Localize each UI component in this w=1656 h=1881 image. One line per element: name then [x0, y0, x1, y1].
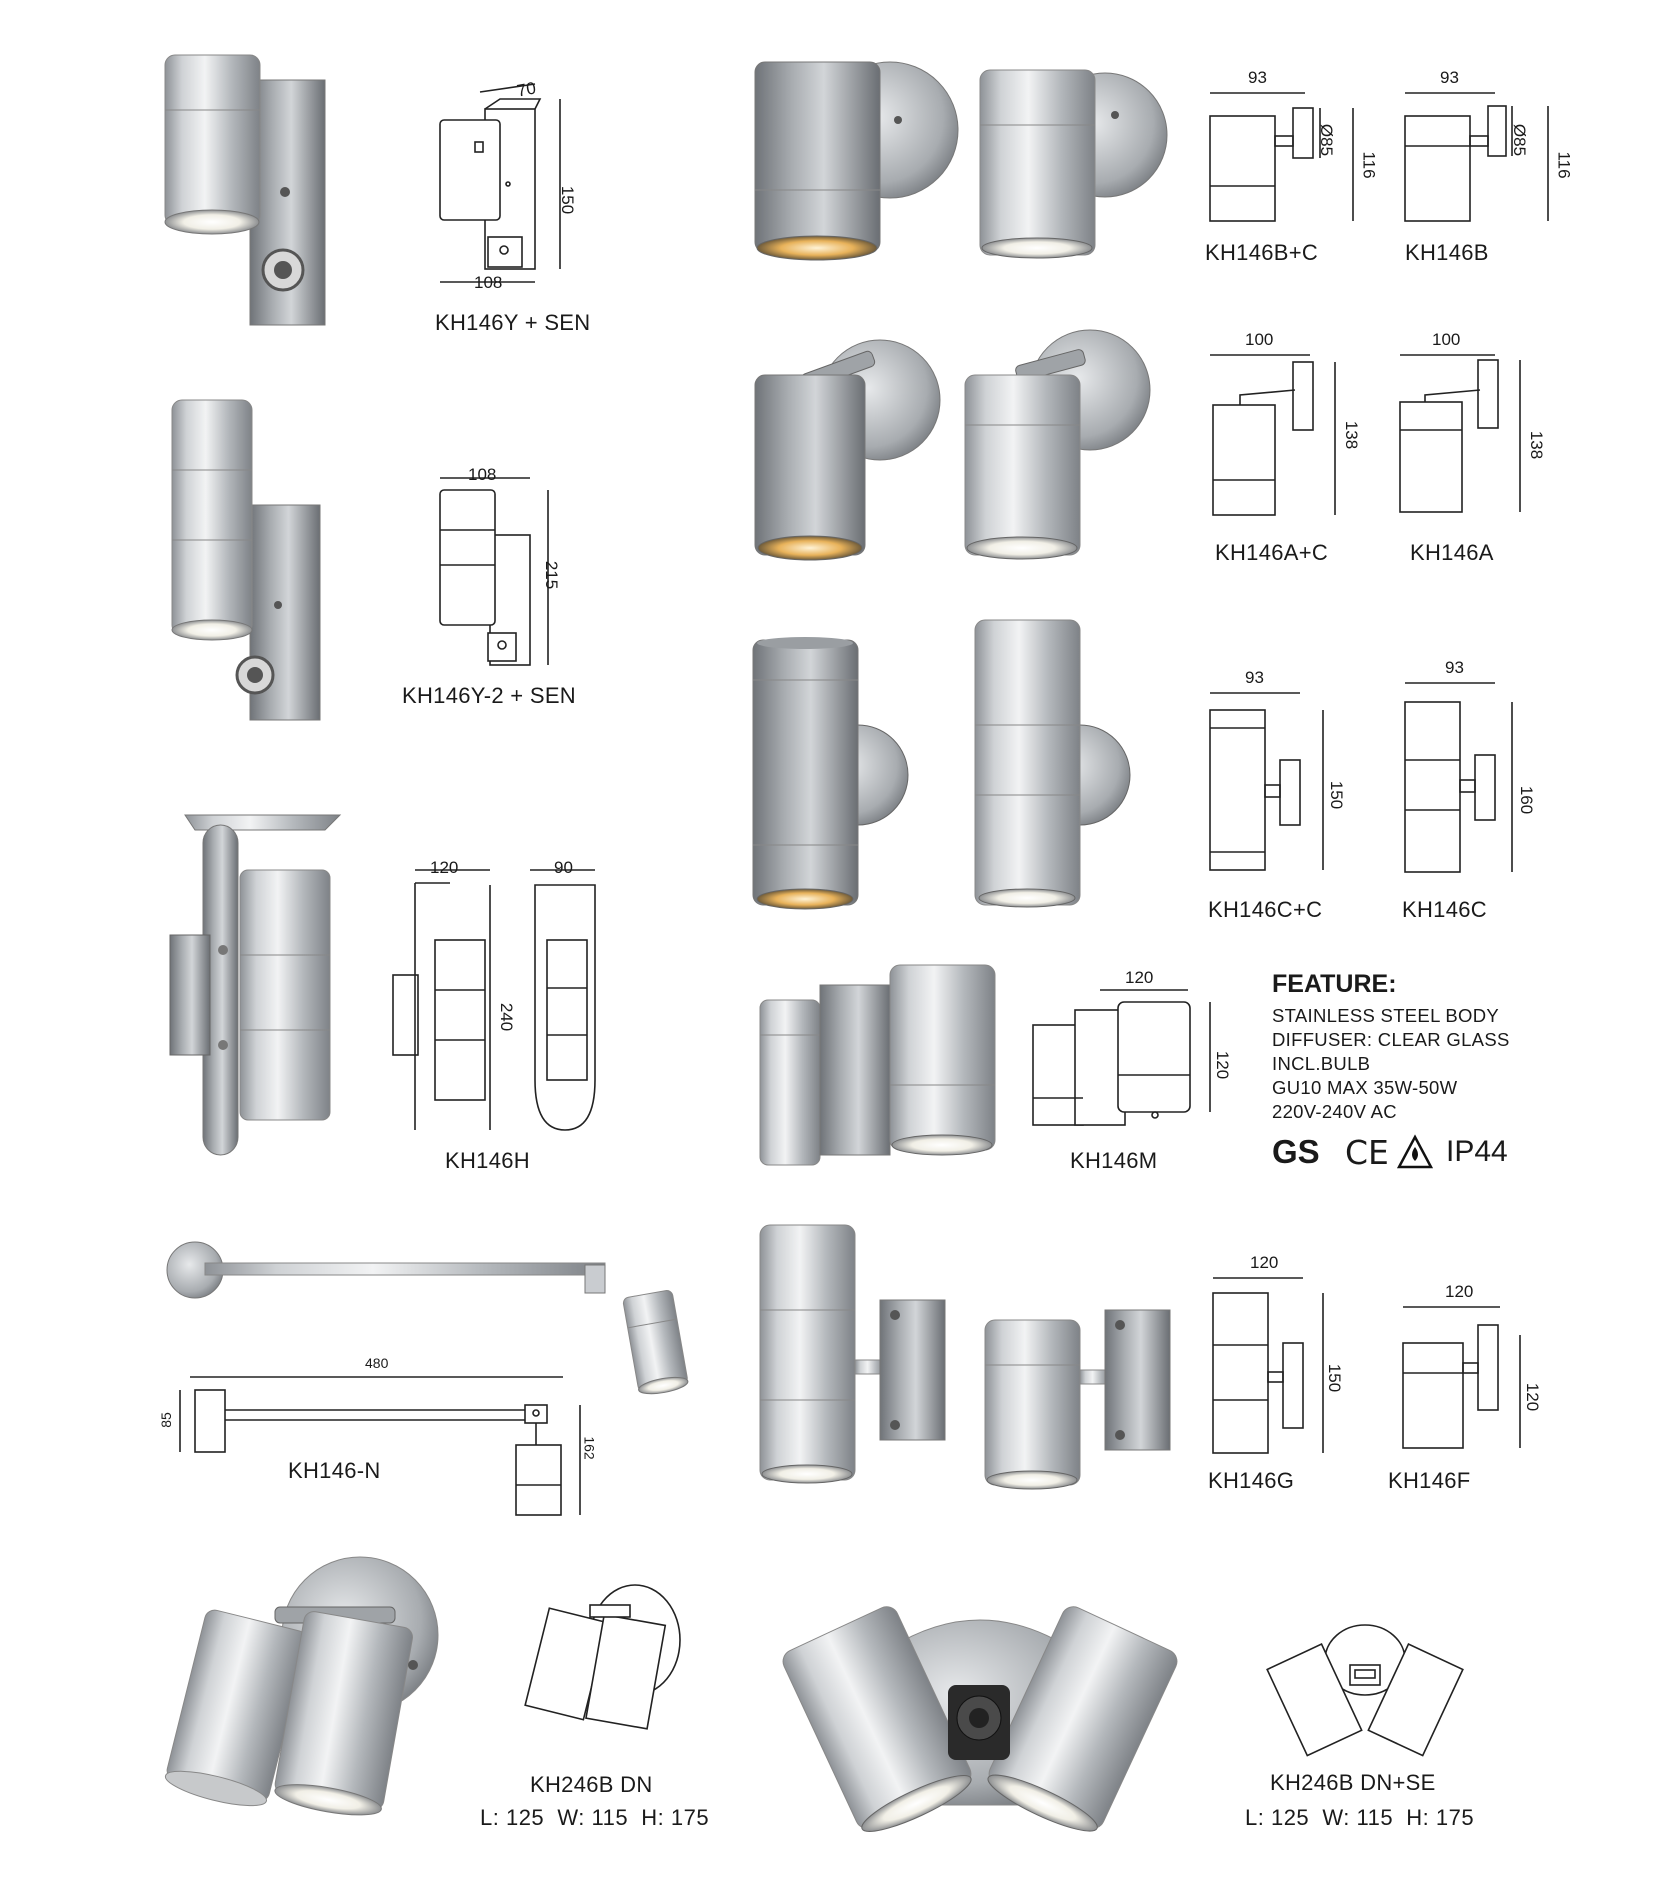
dim-kh146g-height: 150 — [1325, 1363, 1345, 1393]
product-photo-kh246b-dn — [165, 1555, 475, 1820]
dim-kh146c-c-width: 93 — [1245, 668, 1264, 687]
dim-kh146b-c-height: 116 — [1359, 151, 1379, 179]
label-kh146a-c: KH146A+C — [1215, 540, 1329, 565]
size-kh246b-dn-se: L: 125 W: 115 H: 175 — [1245, 1805, 1475, 1830]
dim-kh146g-width: 120 — [1250, 1253, 1279, 1272]
product-photo-kh146a-c — [750, 320, 950, 565]
product-photo-kh146b-c — [750, 50, 950, 260]
dim-kh146m-height: 120 — [1213, 1050, 1233, 1080]
label-kh146y-sen: KH146Y + SEN — [435, 310, 591, 335]
label-kh146b: KH146B — [1405, 240, 1489, 265]
product-photo-kh146y2-sen — [160, 395, 330, 725]
feature-line-5: 220V-240V AC — [1272, 1101, 1397, 1122]
feature-line-1: STAINLESS STEEL BODY — [1272, 1005, 1500, 1026]
product-photo-kh146a — [960, 310, 1160, 565]
dim-kh146h-depth: 120 — [430, 858, 459, 877]
dim-kh146y2-sen-height: 215 — [542, 560, 562, 590]
dim-kh146h-height: 240 — [497, 1002, 517, 1032]
product-photo-kh146b — [975, 50, 1175, 260]
dim-kh146f-width: 120 — [1445, 1282, 1474, 1301]
product-photo-kh146y-sen — [155, 50, 335, 330]
dim-kh146a-height: 138 — [1527, 430, 1547, 460]
size-kh246b-dn: L: 125 W: 115 H: 175 — [480, 1805, 710, 1830]
drawing-kh146c — [1400, 680, 1550, 880]
dim-kh146b-c-diameter: Ø85 — [1317, 123, 1337, 157]
label-kh146a: KH146A — [1410, 540, 1494, 565]
gs-mark: GS — [1272, 1133, 1320, 1170]
ce-mark: CE — [1345, 1133, 1389, 1172]
dim-kh146m-width: 120 — [1125, 968, 1154, 987]
label-kh146n: KH146-N — [288, 1458, 381, 1483]
dim-kh146f-height: 120 — [1523, 1382, 1543, 1412]
dim-kh146c-c-height: 150 — [1327, 780, 1347, 810]
drawing-kh246b-dn — [520, 1580, 690, 1740]
dim-kh146n-length: 480 — [365, 1355, 389, 1371]
dim-kh146y-sen-height: 150 — [558, 185, 578, 215]
label-kh146y2-sen: KH146Y-2 + SEN — [402, 683, 576, 708]
dim-kh146y2-sen-width: 108 — [468, 465, 497, 484]
dim-kh146y-sen-depth: 70 — [515, 78, 538, 101]
drawing-kh146n — [180, 1375, 600, 1525]
feature-line-2: DIFFUSER: CLEAR GLASS — [1272, 1029, 1510, 1050]
drawing-kh246b-dn-se — [1265, 1620, 1465, 1760]
feature-line-3: INCL.BULB — [1272, 1053, 1371, 1074]
label-kh146f: KH146F — [1388, 1468, 1471, 1493]
label-kh246b-dn: KH246B DN — [530, 1772, 653, 1797]
product-photo-kh146c — [970, 615, 1150, 910]
dim-kh146y-sen-width: 108 — [474, 273, 503, 292]
dim-kh146b-diameter: Ø85 — [1510, 123, 1530, 157]
label-kh146m: KH146M — [1070, 1148, 1158, 1173]
dim-kh146n-height: 162 — [581, 1436, 598, 1460]
ip-rating: IP44 — [1446, 1135, 1508, 1168]
label-kh146b-c: KH146B+C — [1205, 240, 1319, 265]
product-photo-kh146f — [980, 1305, 1180, 1490]
label-kh146g: KH146G — [1208, 1468, 1295, 1493]
product-photo-kh146h — [165, 805, 355, 1175]
drawing-kh146b-c — [1205, 88, 1375, 228]
feature-title: FEATURE: — [1272, 970, 1397, 998]
dim-kh146c-height: 160 — [1517, 785, 1537, 815]
dim-kh146a-c-height: 138 — [1342, 420, 1362, 450]
drawing-kh146b — [1400, 88, 1570, 228]
label-kh246b-dn-se: KH246B DN+SE — [1270, 1770, 1436, 1795]
label-kh146c: KH146C — [1402, 897, 1487, 922]
dim-kh146n-backplate: 85 — [157, 1412, 174, 1428]
dim-kh146b-c-width: 93 — [1248, 68, 1267, 87]
dim-kh146a-c-width: 100 — [1245, 330, 1274, 349]
dim-kh146b-height: 116 — [1554, 151, 1574, 179]
product-photo-kh146c-c — [748, 635, 928, 910]
drawing-kh146f — [1400, 1305, 1550, 1455]
label-kh146c-c: KH146C+C — [1208, 897, 1323, 922]
warning-triangle-icon — [1397, 1135, 1433, 1169]
dim-kh146b-width: 93 — [1440, 68, 1459, 87]
product-photo-kh146m — [755, 960, 1000, 1170]
feature-line-4: GU10 MAX 35W-50W — [1272, 1077, 1458, 1098]
product-photo-kh146g — [755, 1220, 955, 1485]
dim-kh146a-width: 100 — [1432, 330, 1461, 349]
dim-kh146h-width: 90 — [554, 858, 573, 877]
label-kh146h: KH146H — [445, 1148, 530, 1173]
product-photo-kh246b-dn-se — [780, 1590, 1180, 1835]
dim-kh146c-width: 93 — [1445, 658, 1464, 677]
